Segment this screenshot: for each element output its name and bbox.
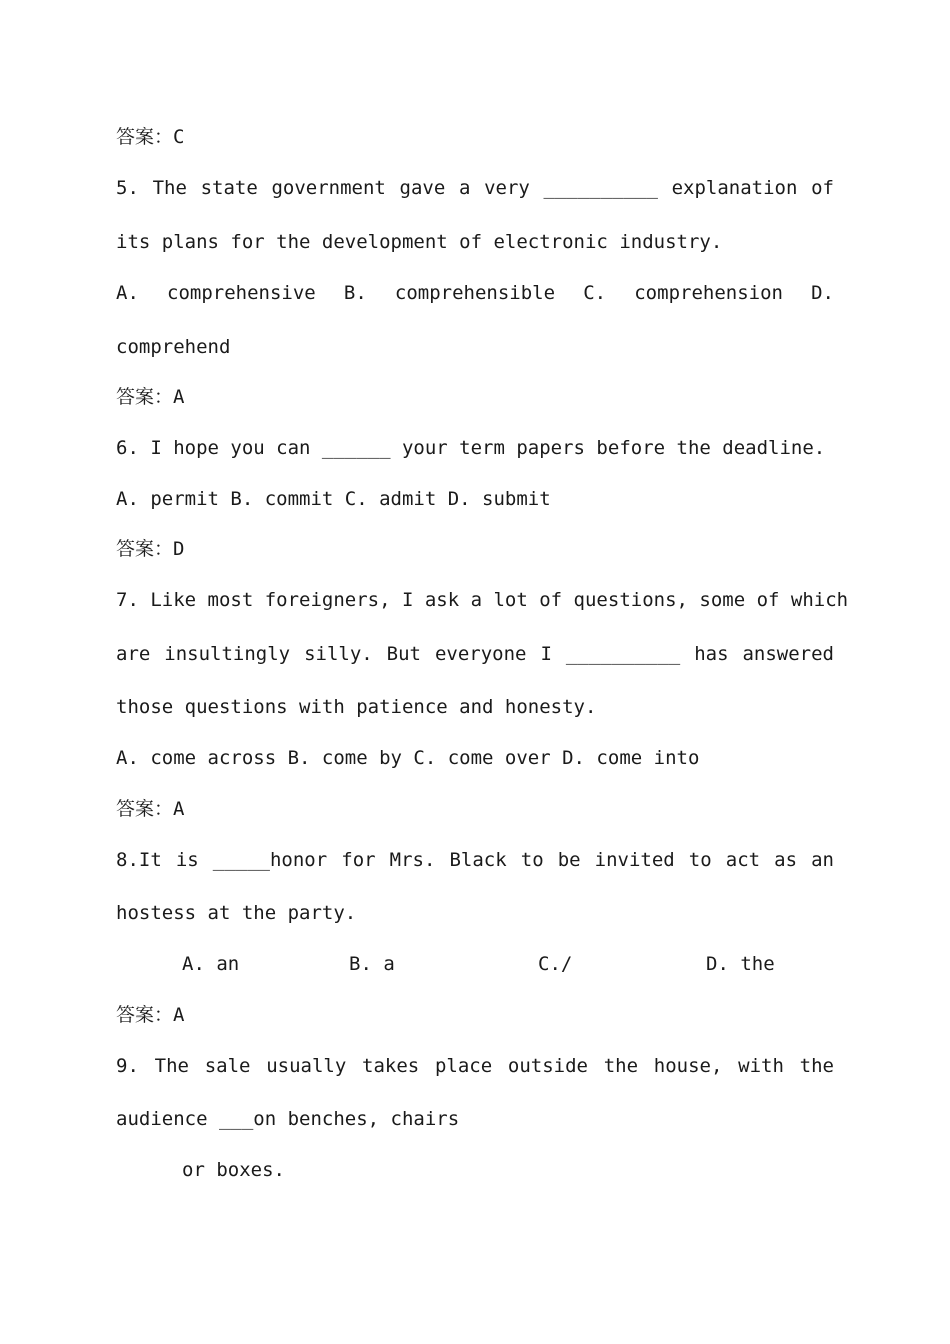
answer-line: 答案：A [116,386,185,408]
question-7-text: 7. Like most foreigners, I ask a lot of questions, some of which [116,589,849,611]
question-7-options: A. come across B. come by C. come over D. come into [116,747,700,769]
question-9-text-cont: audience ___on benches, chairs [116,1108,460,1130]
question-8-option-b: B. a [349,953,395,975]
question-6-text: 6. I hope you can ______ your term papers before the deadline. [116,437,826,459]
answer-line: 答案：A [116,1004,185,1026]
question-8-text-cont: hostess at the party. [116,902,357,924]
question-8-option-d: D. the [706,953,775,975]
question-7-text-end: those questions with patience and honesty. [116,696,597,718]
question-9-text-end: or boxes. [182,1159,285,1181]
question-8-text: 8.It is _____honor for Mrs. Black to be invited to act as an [116,849,834,871]
question-5-text: 5. The state government gave a very __________ explanation of [116,177,834,199]
question-5-options-cont: comprehend [116,336,231,358]
question-5-text-cont: its plans for the development of electronic industry. [116,231,723,253]
question-7-text-cont: are insultingly silly. But everyone I __________ has answered [116,643,834,665]
question-8-option-a: A. an [182,953,240,975]
question-6-options: A. permit B. commit C. admit D. submit [116,488,551,510]
answer-line: 答案：C [116,126,185,148]
question-8-option-c: C./ [538,953,573,975]
answer-line: 答案：A [116,798,185,820]
answer-line: 答案：D [116,538,185,560]
question-9-text: 9. The sale usually takes place outside the house, with the [116,1055,834,1077]
question-5-options: A. comprehensive B. comprehensible C. comprehension D. [116,282,834,304]
